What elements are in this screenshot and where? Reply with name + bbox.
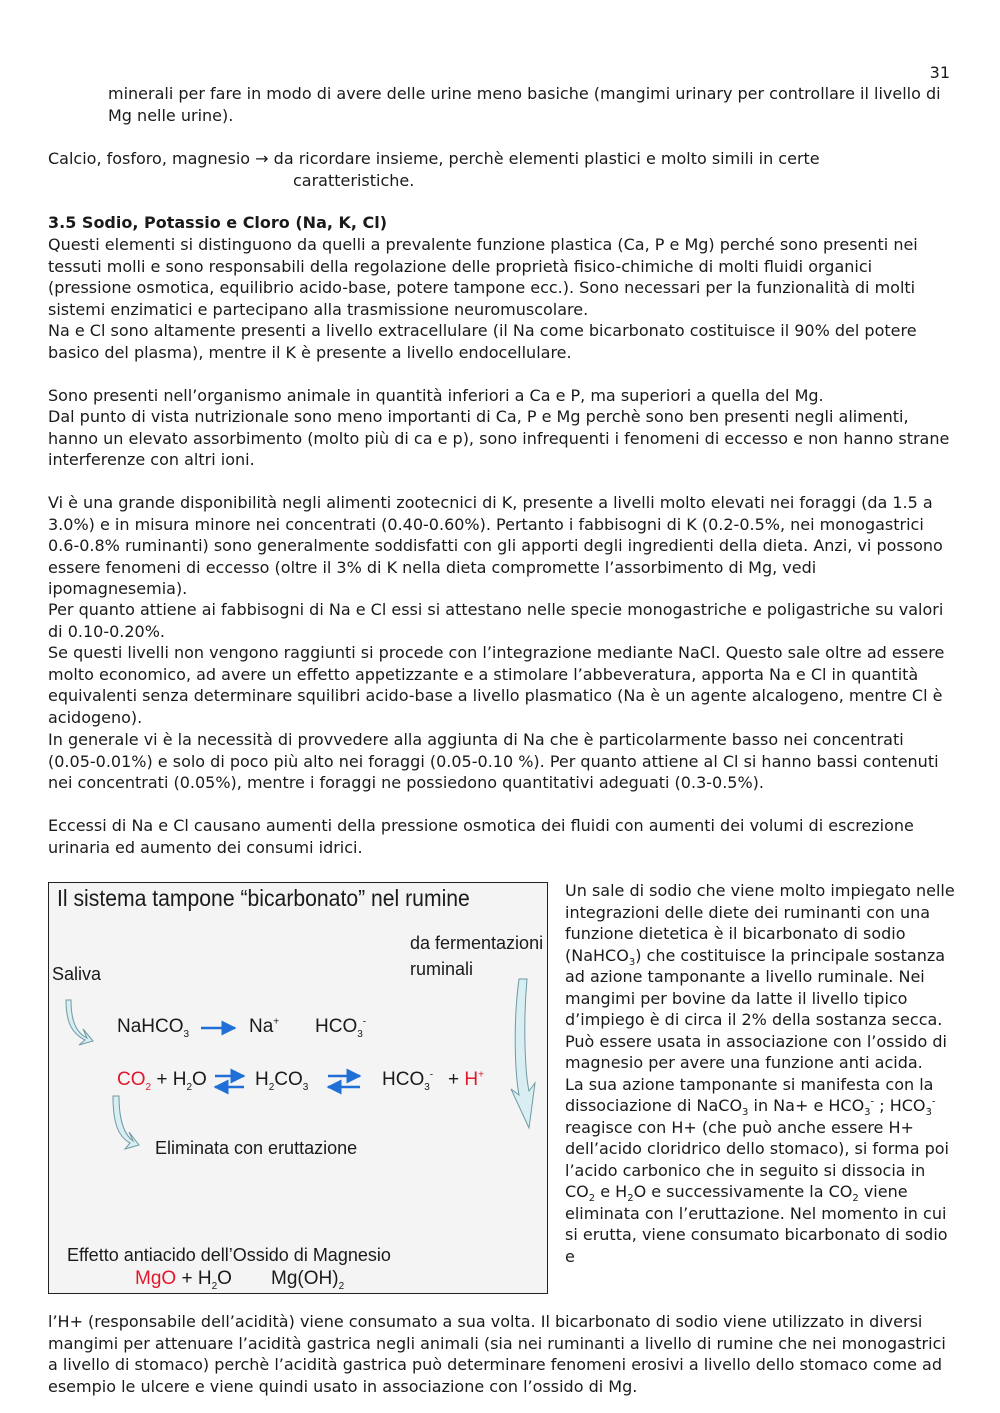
fermentation-curved-arrow xyxy=(511,979,535,1128)
paragraph-6: Per quanto attiene ai fabbisogni di Na e Cl essi si attestano nelle specie monogastriche e poligastriche su valori di 0.10-0.20%. xyxy=(48,600,944,641)
paragraph-1: Questi elementi si distinguono da quelli a prevalente funzione plastica (Ca, P e Mg) perché sono presenti nei tessuti molli e sono responsabili della regolazione delle proprietà fisico-chimiche di molti fluidi organici (pressione osmotica, equilibrio acido-base, potere tampone ecc.). Sono necessari per la funzionalità di molti sistemi enzimatici e partecipano alla trasmissione neuromuscolare. xyxy=(48,235,918,319)
formula-nahco3: NaHCO$_3$ xyxy=(117,1016,190,1040)
tail-paragraph: l’H+ (responsabile dell’acidità) viene consumato a sua volta. Il bicarbonato di sodio viene utilizzato in diversi mangimi per attenuare l’acidità gastrica negli animali (sia nei ruminanti a livello di rumine che nei monogastrici a livello di stomaco) perchè l’acidità gastrica può determinare fenomeni erosivi a livello dello stomaco come ad esempio le ulcere e viene quindi usato in associazione con l’ossido di Mg. xyxy=(48,1312,946,1396)
side-paragraph-2: Può essere usata in associazione con l’ossido di magnesio per avere una funzione anti acida. xyxy=(565,1031,947,1072)
label-saliva: Saliva xyxy=(52,964,102,984)
formula-mgo-h2o: MgO + $H_2O$ xyxy=(135,1268,232,1292)
paragraph-5: Vi è una grande disponibilità negli alimenti zootecnici di K, presente a livelli molto elevati nei foraggi (da 1.5 a 3.0%) e in misura minore nei concentrati (0.40-0.60%). Pertanto i fabbisogni di K (0.2-0.5%, nei monogastrici 0.6-0.8% ruminanti) sono generalmente soddisfatti con gli apporti degli ingredienti della dieta. Anzi, vi possono essere fenomeni di eccesso (oltre il 3% di K nella dieta compromette l’assorbimento di Mg, vedi ipomagnesemia). xyxy=(48,493,943,598)
figure-title: Il sistema tampone “bicarbonato” nel rumine xyxy=(57,885,470,911)
paragraph-continuation: minerali per fare in modo di avere delle urine meno basiche (mangimi urinary per controllare il livello di Mg nelle urine). xyxy=(108,84,941,125)
paragraph-8: In generale vi è la necessità di provvedere alla aggiunta di Na che è particolarmente basso nei concentrati (0.05-0.01%) e solo di poco più alto nei foraggi (0.05-0.10 %). Per quanto attiene al Cl si hanno bassi contenuti nei concentrati (0.05%), mentre i foraggi ne possiedono quantitativi adeguati (0.3-0.5%). xyxy=(48,730,939,792)
paragraph-4: Dal punto di vista nutrizionale sono meno importanti di Ca, P e Mg perchè sono ben presenti negli alimenti, hanno un elevato assorbimento (molto più di ca e p), sono infrequenti i fenomeni di eccesso e non hanno strane interferenze con altri ioni. xyxy=(48,407,950,469)
paragraph-3: Sono presenti nell’organismo animale in quantità inferiori a Ca e P, ma superiori a quella del Mg. xyxy=(48,386,824,405)
formula-hco3-ion-1: $HCO_3^-$ xyxy=(315,1016,367,1040)
formula-h2co3: $H_2CO_3$ xyxy=(255,1069,309,1093)
side-column xyxy=(565,880,955,1267)
eruttazione-curved-arrow xyxy=(113,1096,139,1149)
page-number: 31 xyxy=(929,63,950,82)
formula-h-ion: + H+ xyxy=(448,1069,484,1090)
formula-na-ion: Na+ xyxy=(249,1016,280,1037)
label-effetto-antiacido: Effetto antiacido dell’Ossido di Magnesio xyxy=(67,1245,391,1265)
bicarbonate-buffer-figure xyxy=(48,882,548,1294)
formula-mgoh2: $Mg(OH)_2$ xyxy=(271,1268,345,1292)
paragraph-7: Se questi livelli non vengono raggiunti si procede con l’integrazione mediante NaCl. Questo sale oltre ad essere molto economico, ad avere un effetto appetizzante e a stimolare l’abbeveratura, apporta Na e Cl in quantità equivalenti senza determinare squilibri acido-base a livello plasmatico (Na è un agente alcalogeno, mentre Cl è acidogeno). xyxy=(48,643,945,727)
side-paragraph-3: La sua azione tamponante si manifesta con la dissociazione di NaCO$_3$ in Na+ e $HCO_3^-$ ; $HCO_3^-$ reagisce con H+ (che può anche essere H+ dell’acido cloridrico dello stomaco), si forma poi l’acido carbonico che in seguito si dissocia in $CO_2$ e $H_2O$ e successivamente la $CO_2$ viene eliminata con l’eruttazione. Nel momento in cui si erutta, viene consumato bicarbonato di sodio e xyxy=(565,1074,949,1266)
saliva-curved-arrow xyxy=(66,1000,93,1045)
formula-hco3-ion-2: $HCO_3^-$ xyxy=(382,1069,434,1093)
note-end: caratteristiche. xyxy=(293,170,415,190)
paragraph-9: Eccessi di Na e Cl causano aumenti della pressione osmotica dei fluidi con aumenti dei volumi di escrezione urinaria ed aumento dei consumi idrici. xyxy=(48,816,914,857)
label-fermentazioni-2: ruminali xyxy=(410,959,474,979)
section-heading: 3.5 Sodio, Potassio e Cloro (Na, K, Cl) xyxy=(48,213,388,232)
label-fermentazioni-1: da fermentazioni xyxy=(410,933,544,953)
side-paragraph-1: Un sale di sodio che viene molto impiegato nelle integrazioni delle diete dei ruminanti con una funzione dietetica è il bicarbonato di sodio (NaHCO$_3$) che costituisce la principale sostanza ad azione tamponante a livello ruminale. Nei mangimi per bovine da latte il livello tipico d’impiego è di circa il 2% della sostanza secca. xyxy=(565,881,955,1029)
note-paragraph xyxy=(48,148,950,191)
paragraph-2: Na e Cl sono altamente presenti a livello extracellulare (il Na come bicarbonato costituisce il 90% del potere basico del plasma), mentre il K è presente a livello endocellulare. xyxy=(48,321,917,362)
note-start: Calcio, fosforo, magnesio → da ricordare insieme, perchè elementi plastici e molto simili in certe xyxy=(48,149,820,168)
label-eliminata: Eliminata con eruttazione xyxy=(155,1138,358,1158)
formula-co2-h2o: $CO_2 + H_2O$ xyxy=(117,1069,207,1093)
